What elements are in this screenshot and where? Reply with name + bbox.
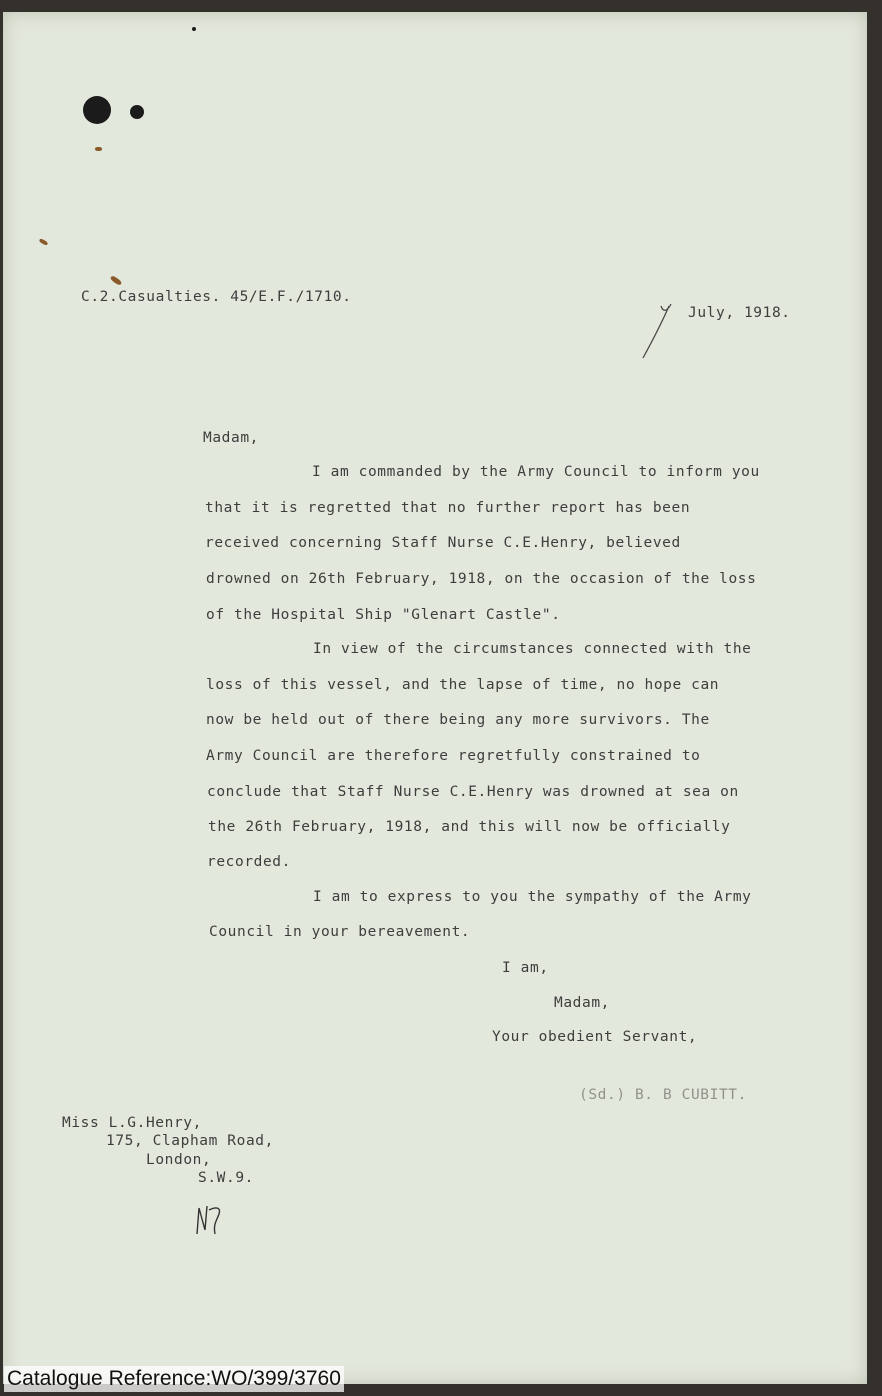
body-line: In view of the circumstances connected with the [313,641,752,657]
body-line: Army Council are therefore regretfully constrained to [206,748,701,764]
body-line: Council in your bereavement. [209,924,471,940]
address-name: Miss L.G.Henry, [62,1115,202,1131]
catalogue-reference: Catalogue Reference:WO/399/3760 [4,1366,344,1392]
closing-i-am: I am, [502,960,549,976]
punch-hole-large [83,96,111,124]
body-line: recorded. [207,854,291,870]
file-reference: C.2.Casualties. 45/E.F./1710. [81,289,352,305]
body-line: now be held out of there being any more survivors. The [206,712,710,728]
address-city: London, [146,1152,212,1168]
address-postcode: S.W.9. [198,1170,254,1186]
body-line: received concerning Staff Nurse C.E.Henry, believed [205,535,681,551]
body-line: I am commanded by the Army Council to inform you [312,464,760,480]
rust-speck [95,147,102,151]
handwritten-initials [193,1200,233,1240]
signature: (Sd.) B. B CUBITT. [579,1087,747,1103]
rust-speck [39,238,49,246]
date-handwritten-stroke [641,302,691,362]
ink-dot [192,27,196,31]
punch-hole-small [130,105,144,119]
body-line: the 26th February, 1918, and this will now be officially [208,819,731,835]
closing-obedient-servant: Your obedient Servant, [492,1029,698,1045]
body-line: conclude that Staff Nurse C.E.Henry was drowned at sea on [207,784,739,800]
body-line: that it is regretted that no further report has been [205,500,691,516]
address-street: 175, Clapham Road, [106,1133,274,1149]
letter-date: July, 1918. [688,305,791,321]
closing-madam: Madam, [554,995,610,1011]
body-line: loss of this vessel, and the lapse of time, no hope can [206,677,720,693]
body-line: I am to express to you the sympathy of the Army [313,889,752,905]
salutation: Madam, [203,430,259,446]
letter-page [3,12,867,1384]
rust-speck [110,275,123,286]
body-line: drowned on 26th February, 1918, on the occasion of the loss [206,571,757,587]
body-line: of the Hospital Ship "Glenart Castle". [206,607,561,623]
